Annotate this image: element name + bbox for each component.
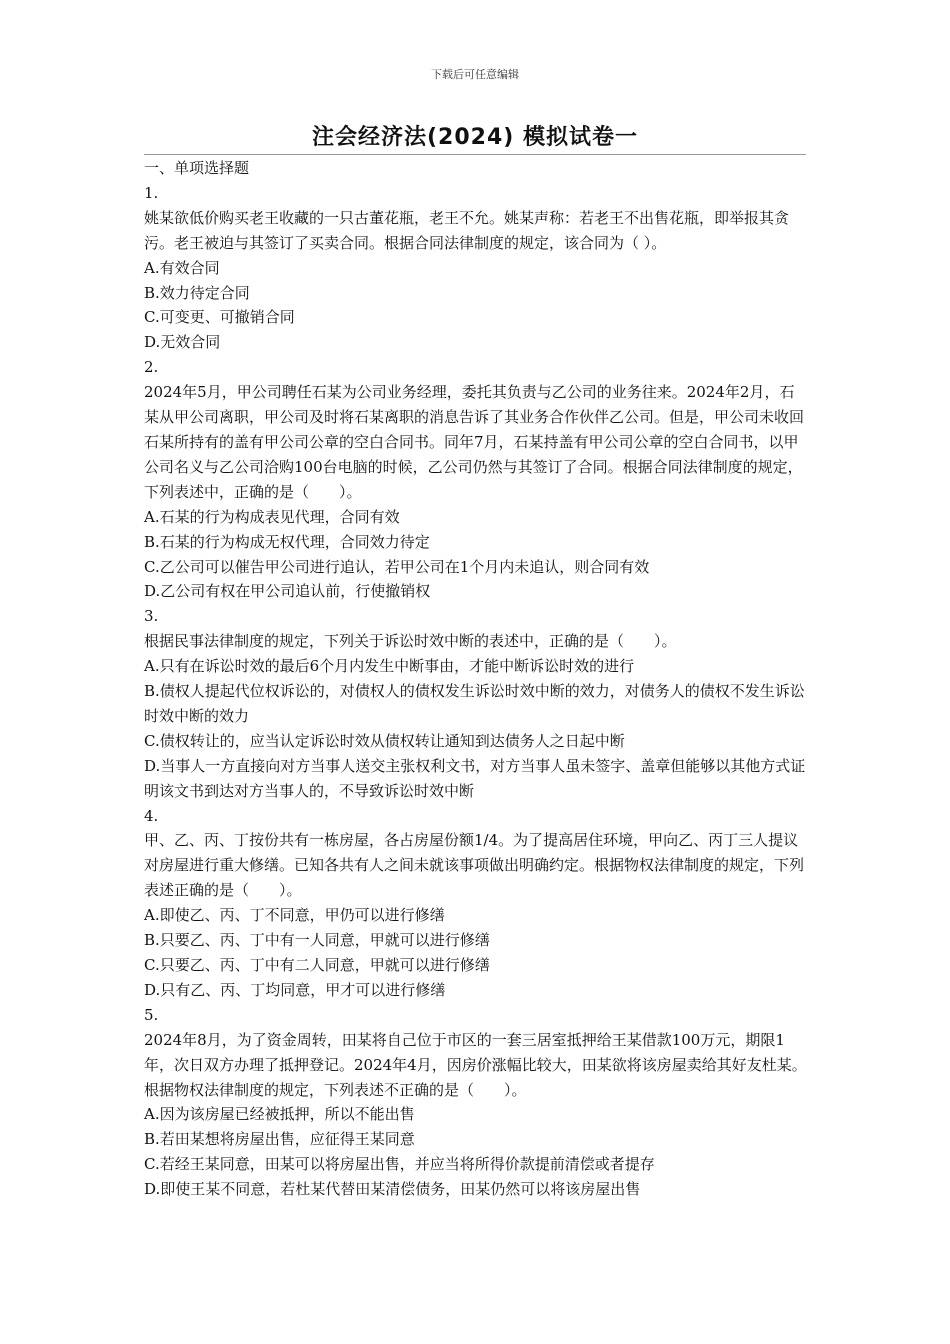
option-a: A.因为该房屋已经被抵押，所以不能出售 (144, 1105, 415, 1124)
question-stem: 2024年5月，甲公司聘任石某为公司业务经理，委托其负责与乙公司的业务往来。2024年2月，石某从甲公司离职，甲公司及时将石某离职的消息告诉了其业务合作伙伴乙公司。但是，甲公司未收回石某所持有的盖有甲公司公章的空白合同书。同年7月，石某持盖有甲公司公章的空白合同书，以甲公司名义与乙公司洽购100台电脑的时候，乙公司仍然与其签订了合同。根据合同法律制度的规定，下列表述中，正确的是（ ）。 (144, 383, 805, 501)
question-number: 2. (144, 358, 159, 377)
option-c: C.债权转让的，应当认定诉讼时效从债权转让通知到达债务人之日起中断 (144, 731, 625, 750)
option-b: B.只要乙、丙、丁中有一人同意，甲就可以进行修缮 (144, 931, 490, 950)
option-d: D.只有乙、丙、丁均同意，甲才可以进行修缮 (144, 980, 446, 999)
option-d: D.无效合同 (144, 333, 221, 352)
option-d: D.当事人一方直接向对方当事人送交主张权利文书，对方当事人虽未签字、盖章但能够以其他方式证明该文书到达对方当事人的，不导致诉讼时效中断 (144, 756, 806, 800)
question-stem: 甲、乙、丙、丁按份共有一栋房屋，各占房屋份额1/4。为了提高居住环境，甲向乙、丙丁三人提议对房屋进行重大修缮。已知各共有人之间未就该事项做出明确约定。根据物权法律制度的规定，下列表述正确的是（ ）。 (144, 831, 805, 900)
question-stem: 2024年8月，为了资金周转，田某将自己位于市区的一套三居室抵押给王某借款100万元，期限1年，次日双方办理了抵押登记。2024年4月，因房价涨幅比较大，田某欲将该房屋卖给其好友杜某。根据物权法律制度的规定，下列表述不正确的是（ ）。 (144, 1030, 807, 1099)
option-c: C.乙公司可以催告甲公司进行追认，若甲公司在1个月内未追认，则合同有效 (144, 557, 650, 576)
option-a: A.石某的行为构成表见代理，合同有效 (144, 507, 400, 526)
section-heading: 一、单项选择题 (144, 159, 250, 177)
option-b: B.若田某想将房屋出售，应征得王某同意 (144, 1130, 415, 1149)
option-c: C.只要乙、丙、丁中有二人同意，甲就可以进行修缮 (144, 956, 490, 974)
question-4 (144, 804, 808, 1003)
option-c: C.可变更、可撤销合同 (144, 308, 295, 327)
option-b: B.效力待定合同 (144, 283, 250, 302)
question-number: 5. (144, 1005, 159, 1024)
document-body (144, 156, 808, 1202)
option-a: A.即使乙、丙、丁不同意，甲仍可以进行修缮 (144, 906, 445, 925)
question-number: 3. (144, 607, 159, 626)
question-stem: 姚某欲低价购买老王收藏的一只古董花瓶，老王不允。姚某声称：若老王不出售花瓶，即举报其贪污。老王被迫与其签订了买卖合同。根据合同法律制度的规定，该合同为（ ）。 (144, 208, 790, 252)
title-divider (144, 154, 806, 155)
question-5 (144, 1003, 808, 1202)
option-d: D.乙公司有权在甲公司追认前，行使撤销权 (144, 582, 431, 601)
option-b: B.石某的行为构成无权代理，合同效力待定 (144, 532, 430, 551)
question-3 (144, 604, 808, 803)
option-a: A.只有在诉讼时效的最后6个月内发生中断事由，才能中断诉讼时效的进行 (144, 657, 635, 676)
question-1 (144, 181, 808, 355)
option-d: D.即使王某不同意，若杜某代替田某清偿债务，田某仍然可以将该房屋出售 (144, 1180, 641, 1199)
option-c: C.若经王某同意，田某可以将房屋出售，并应当将所得价款提前清偿或者提存 (144, 1155, 655, 1174)
option-a: A.有效合同 (144, 258, 220, 277)
question-number: 4. (144, 806, 159, 825)
question-number: 1. (144, 183, 159, 202)
option-b: B.债权人提起代位权诉讼的，对债权人的债权发生诉讼时效中断的效力，对债务人的债权不发生诉讼时效中断的效力 (144, 682, 805, 725)
question-stem: 根据民事法律制度的规定，下列关于诉讼时效中断的表述中，正确的是（ ）。 (144, 632, 677, 651)
question-2 (144, 355, 808, 604)
page-header-note: 下载后可任意编辑 (431, 68, 519, 81)
document-title: 注会经济法(2024) 模拟试卷一 (312, 125, 638, 150)
